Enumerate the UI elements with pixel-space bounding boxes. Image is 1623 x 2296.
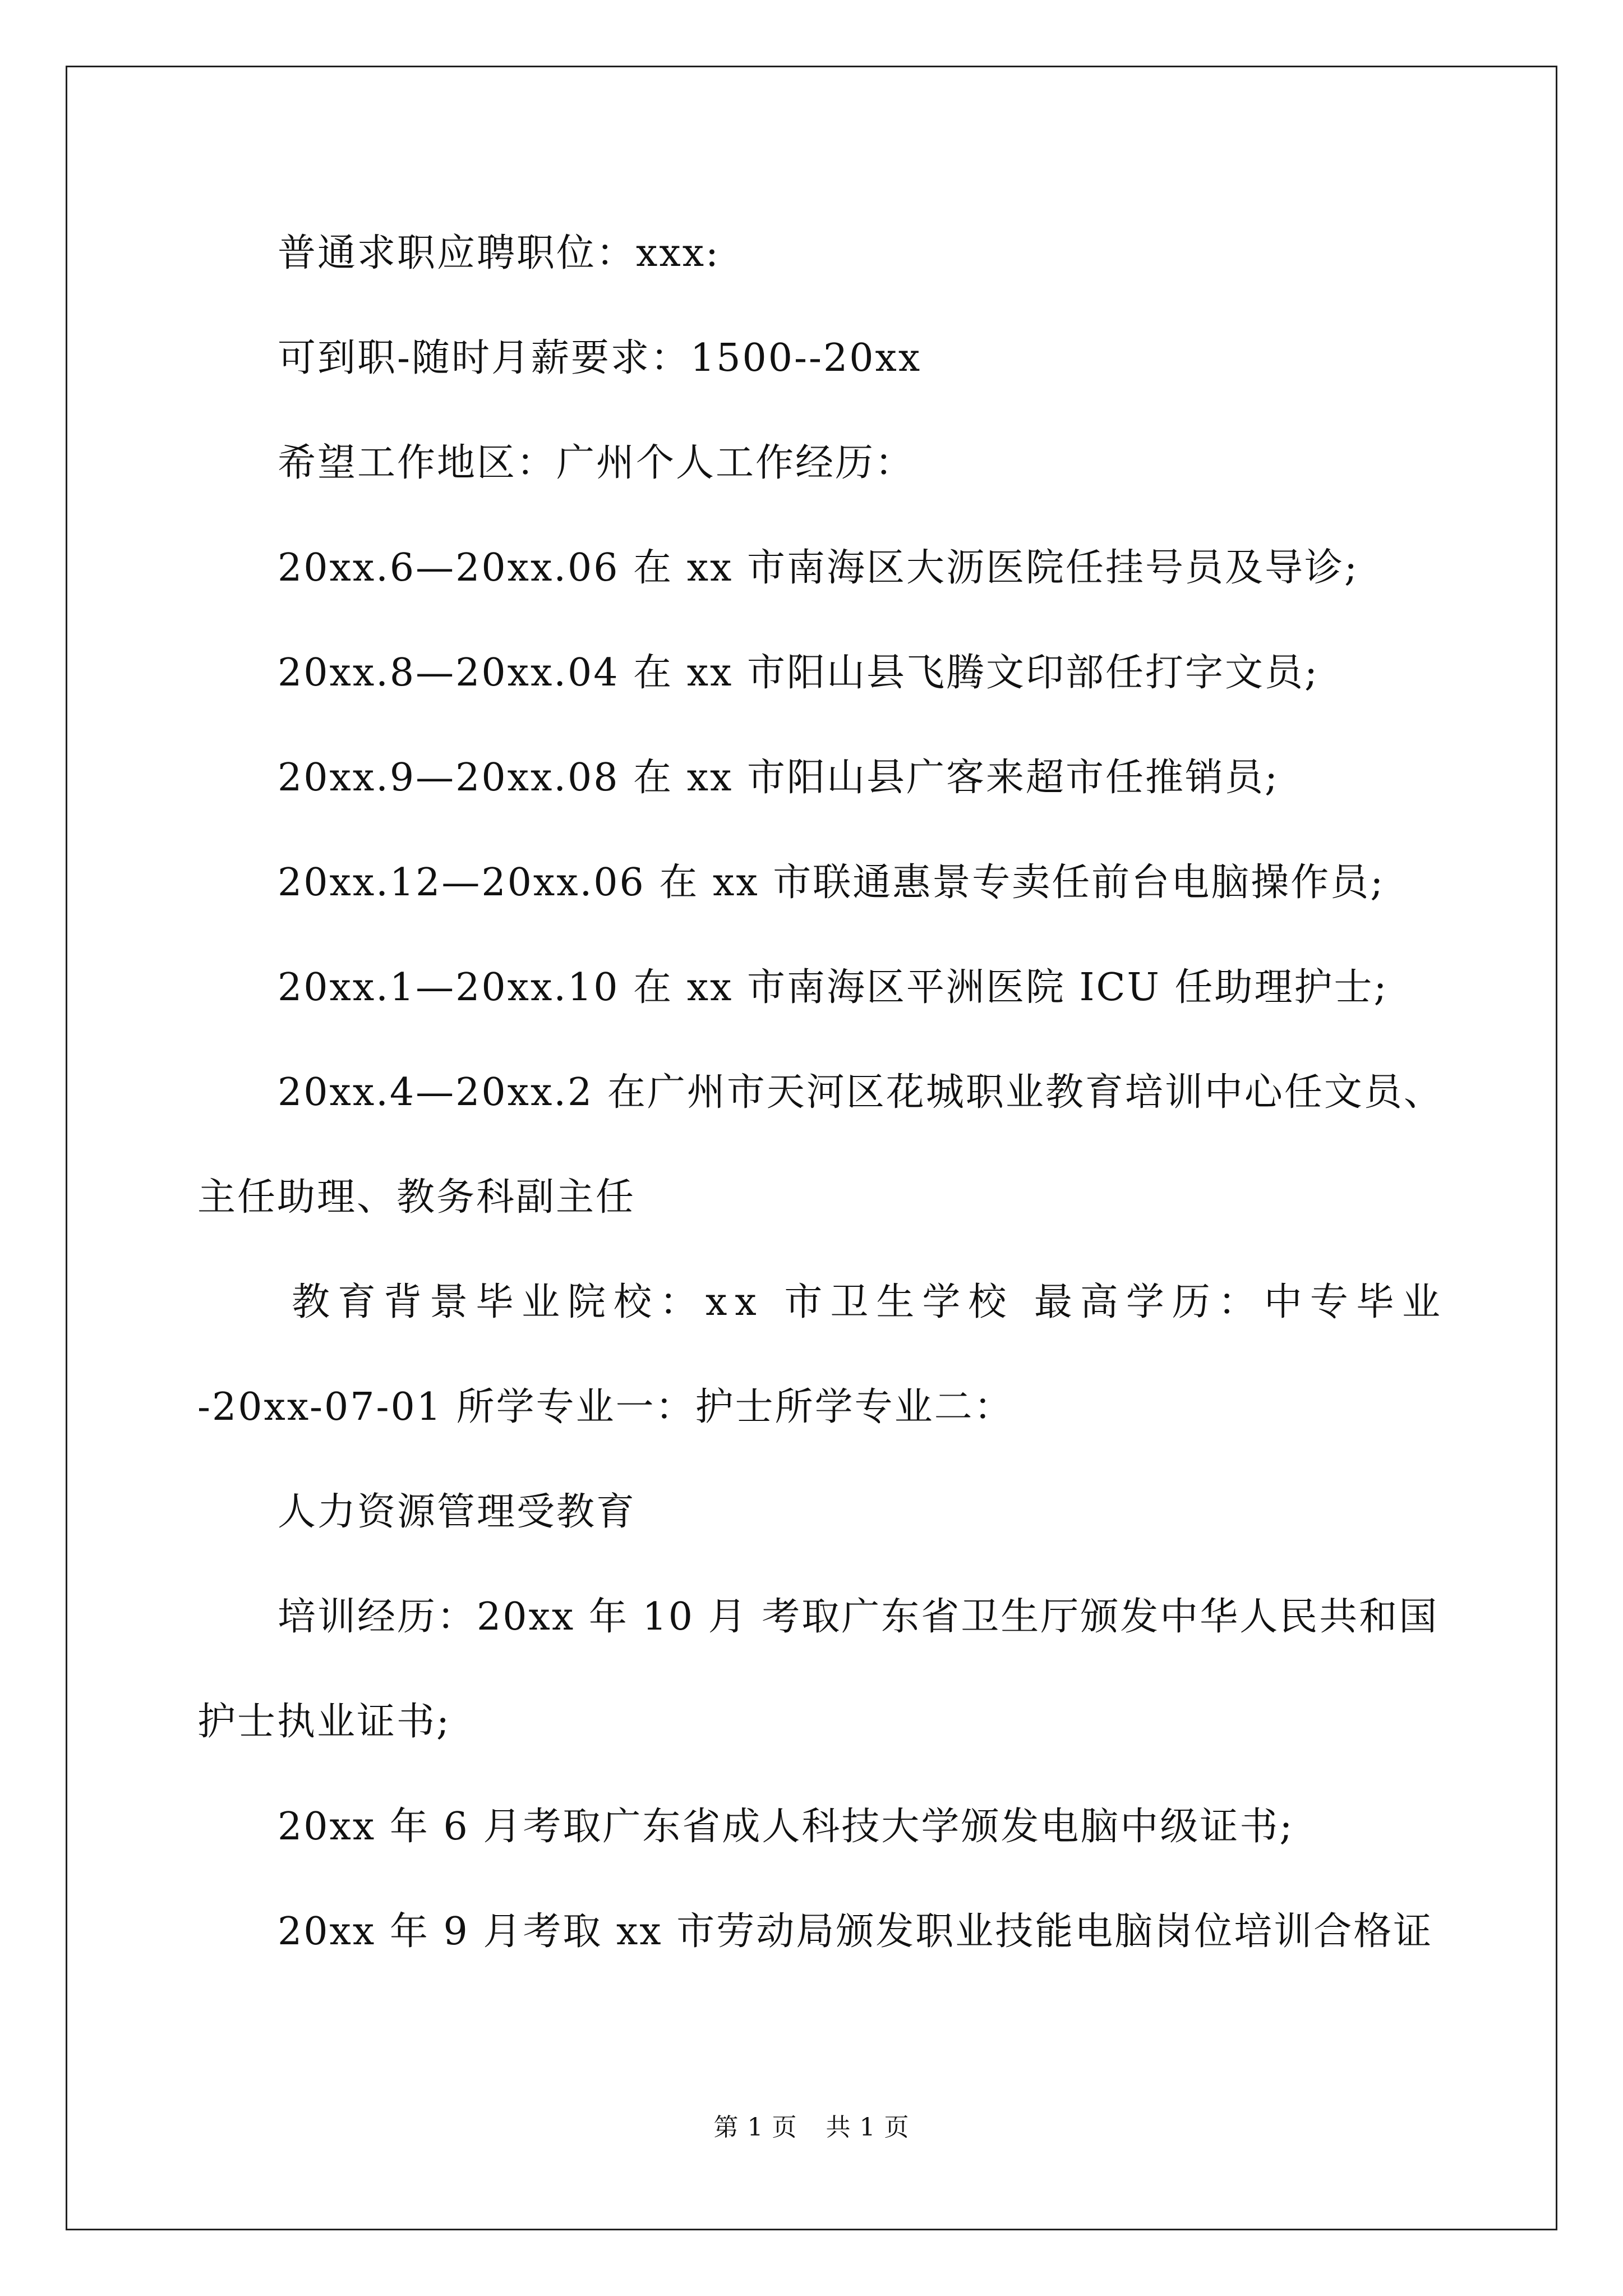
text-line-job-5: 20xx.1—20xx.10 在 xx 市南海区平洲医院 ICU 任助理护士; [278, 965, 1389, 1010]
text-line-job-1: 20xx.6—20xx.06 在 xx 市南海区大沥医院任挂号员及导诊; [278, 546, 1359, 590]
text-line-training-1: 培训经历：20xx 年 10 月 考取广东省卫生厅颁发中华人民共和国 [278, 1595, 1439, 1639]
text-line-job-2: 20xx.8—20xx.04 在 xx 市阳山县飞腾文印部任打字文员; [278, 651, 1319, 695]
text-line-education-cont: -20xx-07-01 所学专业一：护士所学专业二： [197, 1385, 1014, 1429]
text-line-job-6: 20xx.4—20xx.2 在广州市天河区花城职业教育培训中心任文员、 [278, 1070, 1444, 1115]
text-line-job-4: 20xx.12—20xx.06 在 xx 市联通惠景专卖任前台电脑操作员; [278, 861, 1385, 905]
page-border [66, 66, 1557, 2230]
text-line-job-3: 20xx.9—20xx.08 在 xx 市阳山县广客来超市任推销员; [278, 756, 1279, 800]
text-line-training-1-cont: 护士执业证书; [197, 1700, 451, 1744]
text-line-training-2: 20xx 年 6 月考取广东省成人科技大学颁发电脑中级证书; [278, 1805, 1294, 1849]
text-line-job-6-cont: 主任助理、教务科副主任 [197, 1175, 636, 1220]
page-footer [0, 2112, 1623, 2143]
text-line-location-experience: 希望工作地区：广州个人工作经历： [278, 441, 915, 485]
text-line-position: 普通求职应聘职位：xxx: [278, 231, 720, 275]
text-line-training-3: 20xx 年 9 月考取 xx 市劳动局颁发职业技能电脑岗位培训合格证 [278, 1910, 1433, 1954]
text-line-major-2: 人力资源管理受教育 [278, 1490, 637, 1534]
page-total: 共 1 页 [826, 2113, 910, 2142]
text-line-education: 教育背景毕业院校：xx 市卫生学校 最高学历：中专毕业 [292, 1280, 1448, 1324]
text-line-availability-salary: 可到职-随时月薪要求：1500--20xx [278, 336, 922, 380]
page-number: 第 1 页 [713, 2113, 797, 2142]
